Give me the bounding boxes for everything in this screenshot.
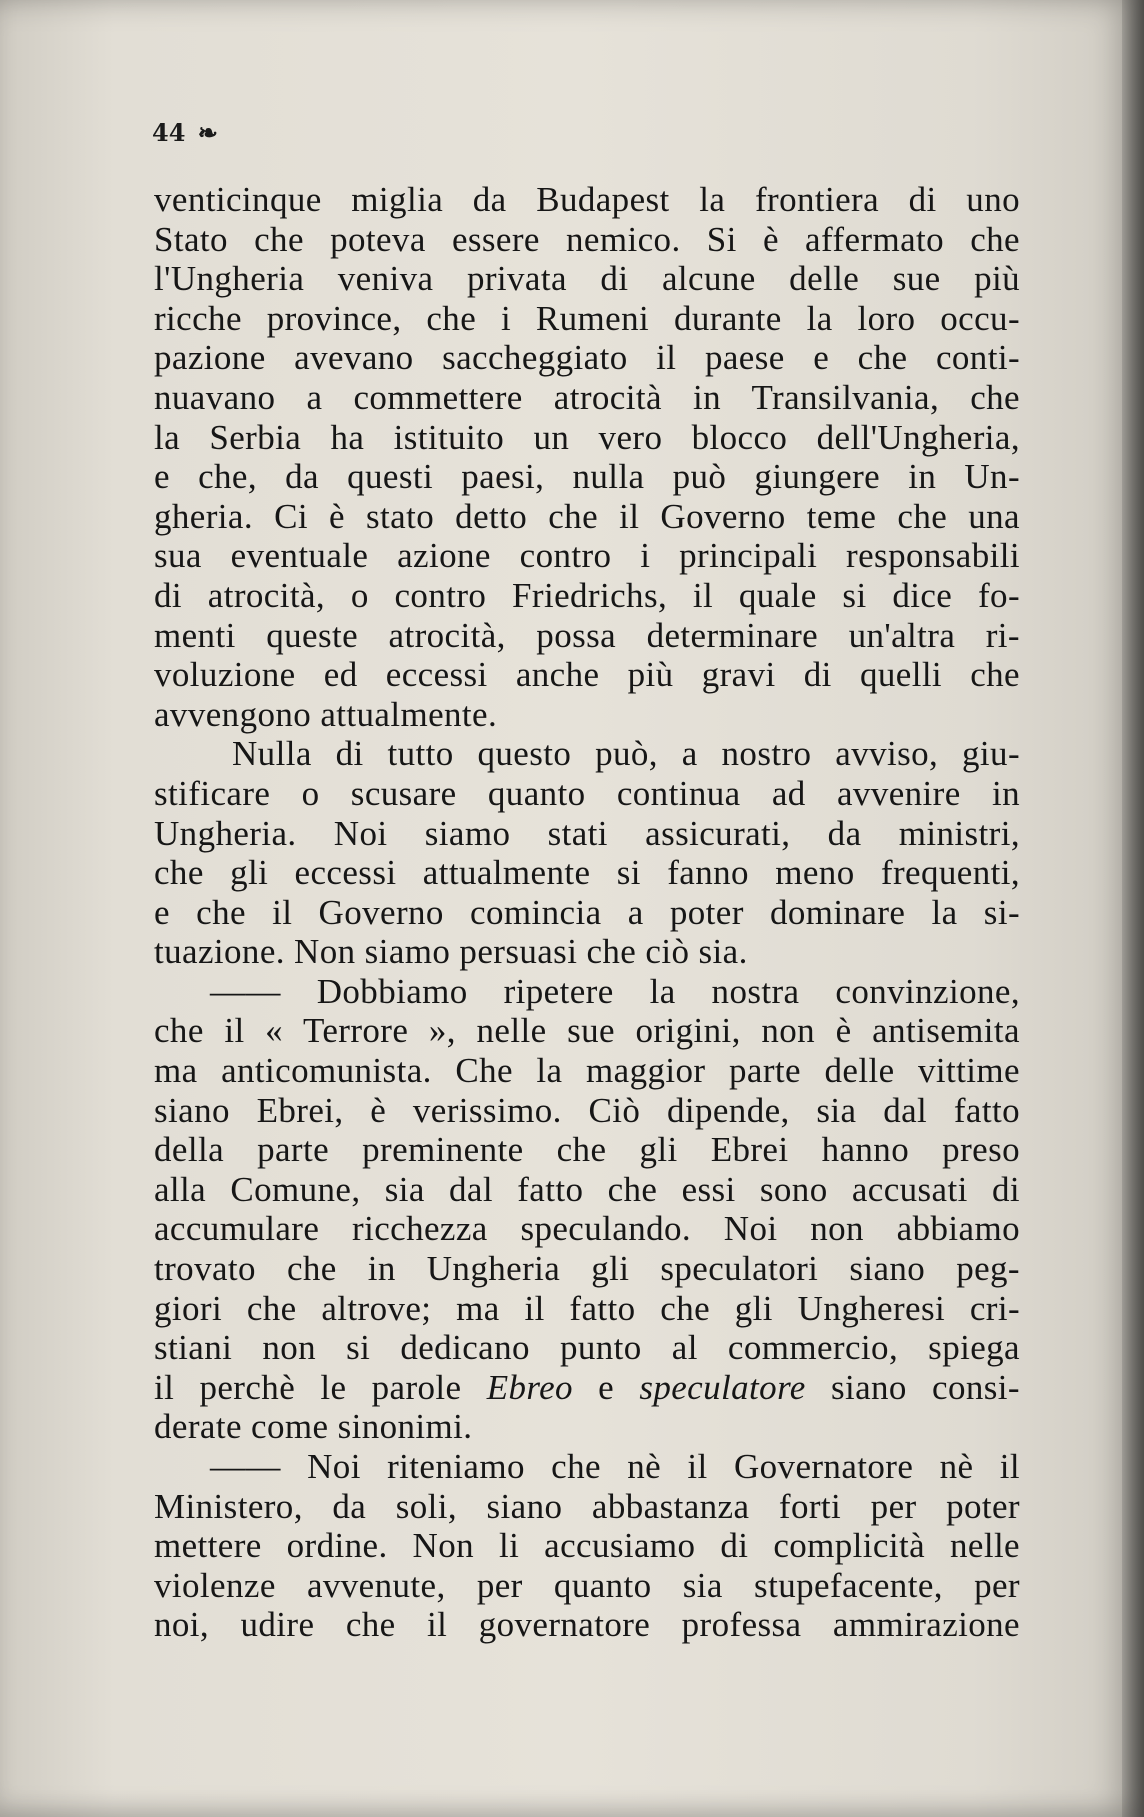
body-text — [154, 180, 1020, 1645]
italic-term: Ebreo — [486, 1367, 573, 1407]
text-line: Nulla di tutto questo può, a nostro avviso, giu- — [232, 734, 1020, 774]
text-line: stificare o scusare quanto continua ad avvenire in — [154, 773, 1020, 813]
paragraph-1 — [154, 180, 1020, 734]
text-line: che il « Terrore », nelle sue origini, non è antisemita — [154, 1011, 1020, 1051]
page-header — [152, 118, 218, 147]
text-line: voluzione ed eccessi anche più gravi di quelli che — [154, 655, 1020, 695]
text-line: stiani non si dedicano punto al commercio, spiega — [154, 1328, 1020, 1368]
text-line: che gli eccessi attualmente si fanno meno frequenti, — [154, 853, 1020, 893]
paragraph-2 — [154, 734, 1020, 972]
text-line: Ministero, da soli, siano abbastanza forti per poter — [154, 1486, 1020, 1526]
text-line: e che, da questi paesi, nulla può giungere in Un- — [154, 457, 1020, 497]
text-line: della parte preminente che gli Ebrei hanno preso — [154, 1130, 1020, 1170]
text-line-with-italics — [154, 1368, 1020, 1408]
text-line: —— Noi riteniamo che nè il Governatore nè il — [210, 1447, 1020, 1486]
text-line: e che il Governo comincia a poter dominare la si- — [154, 892, 1020, 932]
text-line: l'Ungheria veniva privata di alcune delle sue più — [154, 259, 1020, 299]
text-line: nuavano a commettere atrocità in Transilvania, che — [154, 377, 1020, 417]
text-line: sua eventuale azione contro i principali responsabili — [154, 536, 1020, 576]
fleuron-ornament-icon: ❧ — [197, 118, 218, 147]
text-line: trovato che in Ungheria gli speculatori siano peg- — [154, 1249, 1020, 1289]
text-line: Stato che poteva essere nemico. Si è affermato che — [154, 219, 1020, 259]
text-line: tuazione. Non siamo persuasi che ciò sia. — [154, 932, 748, 972]
text-line: accumulare ricchezza speculando. Noi non abbiamo — [154, 1209, 1020, 1249]
text-line: giori che altrove; ma il fatto che gli Ungheresi cri- — [154, 1288, 1020, 1328]
text-line: mettere ordine. Non li accusiamo di complicità nelle — [154, 1526, 1020, 1566]
text-segment: e — [572, 1367, 640, 1407]
italic-term: speculatore — [639, 1367, 806, 1407]
text-segment: siano consi- — [805, 1367, 1020, 1407]
text-line: Ungheria. Noi siamo stati assicurati, da ministri, — [154, 813, 1020, 853]
page-number: 44 — [152, 118, 186, 147]
text-line: di atrocità, o contro Friedrichs, il quale si dice fo- — [154, 575, 1020, 615]
text-line: ricche province, che i Rumeni durante la loro occu- — [154, 298, 1020, 338]
text-line: siano Ebrei, è verissimo. Ciò dipende, sia dal fatto — [154, 1090, 1020, 1130]
text-line: —— Dobbiamo ripetere la nostra convinzione, — [210, 971, 1020, 1011]
paragraph-3 — [154, 972, 1020, 1447]
text-line: violenze avvenute, per quanto sia stupefacente, per — [154, 1565, 1020, 1605]
text-line: la Serbia ha istituito un vero blocco dell'Ungheria, — [154, 417, 1020, 457]
binding-shadow — [1122, 0, 1144, 1817]
text-line: venticinque miglia da Budapest la frontiera di uno — [154, 180, 1020, 219]
text-line: avvengono attualmente. — [154, 694, 498, 734]
text-line: alla Comune, sia dal fatto che essi sono accusati di — [154, 1169, 1020, 1209]
text-line: gheria. Ci è stato detto che il Governo teme che una — [154, 496, 1020, 536]
text-segment: il perchè le parole — [154, 1367, 487, 1407]
text-line: ma anticomunista. Che la maggior parte delle vittime — [154, 1051, 1020, 1091]
paragraph-4 — [154, 1447, 1020, 1645]
text-line: menti queste atrocità, possa determinare un'altra ri- — [154, 615, 1020, 655]
text-line: pazione avevano saccheggiato il paese e che conti- — [154, 338, 1020, 378]
text-line: noi, udire che il governatore professa ammirazione — [154, 1605, 1020, 1645]
text-line: derate come sinonimi. — [154, 1407, 473, 1447]
